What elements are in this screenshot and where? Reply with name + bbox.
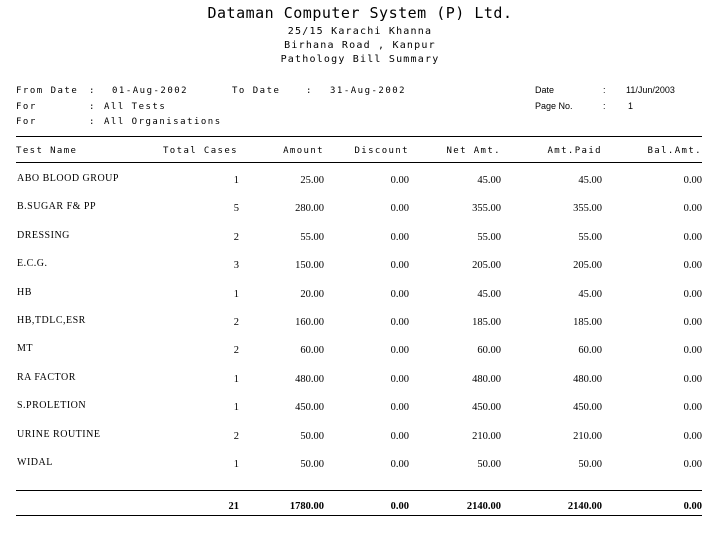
for-tests-colon: : [89, 102, 96, 112]
total-amount: 1780.00 [289, 501, 324, 512]
cell-bal-amt: 0.00 [683, 345, 702, 357]
cell-total-cases: 2 [233, 345, 239, 357]
cell-total-cases: 2 [233, 430, 239, 442]
divider-totals-top [16, 490, 702, 491]
cell-discount: 0.00 [390, 373, 409, 385]
table-row [0, 174, 720, 194]
cell-bal-amt: 0.00 [683, 430, 702, 442]
cell-test-name: E.C.G. [17, 258, 48, 270]
cell-amt-paid: 55.00 [578, 231, 602, 243]
cell-discount: 0.00 [390, 231, 409, 243]
cell-test-name: HB [17, 286, 32, 298]
cell-discount: 0.00 [390, 459, 409, 470]
cell-discount: 0.00 [390, 430, 409, 442]
to-date-label: To Date [232, 86, 281, 96]
total-amt-paid: 2140.00 [567, 501, 602, 512]
from-date-value: 01-Aug-2002 [112, 86, 189, 96]
table-row [0, 373, 720, 393]
date-value: 11/Jun/2003 [626, 85, 675, 95]
divider-top [16, 136, 702, 137]
cell-amt-paid: 210.00 [573, 430, 602, 442]
total-cases: 21 [228, 501, 239, 512]
cell-net-amt: 450.00 [472, 402, 501, 414]
table-row [0, 344, 720, 364]
cell-net-amt: 55.00 [477, 231, 501, 243]
totals-row [0, 501, 720, 521]
cell-discount: 0.00 [390, 345, 409, 357]
cell-test-name: ABO BLOOD GROUP [17, 173, 119, 184]
cell-test-name: S.PROLETION [17, 400, 87, 412]
for-tests-label: For [16, 102, 37, 112]
cell-net-amt: 185.00 [472, 317, 501, 328]
cell-discount: 0.00 [390, 402, 409, 414]
cell-net-amt: 205.00 [472, 260, 501, 272]
total-bal-amt: 0.00 [683, 501, 702, 512]
table-row [0, 288, 720, 308]
date-colon: : [603, 85, 606, 95]
page-no-value: 1 [628, 101, 634, 111]
cell-net-amt: 45.00 [477, 175, 501, 186]
cell-test-name: B.SUGAR F& PP [17, 201, 97, 213]
total-net-amt: 2140.00 [466, 501, 501, 512]
to-date-colon: : [306, 86, 313, 96]
page-no-colon: : [603, 101, 606, 111]
cell-amount: 50.00 [300, 459, 324, 470]
table-row [0, 259, 720, 279]
cell-total-cases: 1 [233, 402, 239, 414]
cell-amt-paid: 45.00 [578, 175, 602, 186]
cell-amt-paid: 60.00 [578, 345, 602, 357]
cell-net-amt: 50.00 [477, 459, 501, 470]
table-row [0, 430, 720, 450]
col-bal-amt: Bal.Amt. [647, 146, 702, 156]
col-net-amt: Net Amt. [446, 146, 501, 156]
cell-test-name: HB,TDLC,ESR [17, 315, 86, 326]
for-organisations-value: All Organisations [104, 117, 222, 127]
from-date-label: From Date [16, 86, 79, 96]
cell-net-amt: 355.00 [472, 203, 501, 215]
cell-total-cases: 2 [233, 317, 239, 328]
cell-test-name: RA FACTOR [17, 371, 76, 383]
table-row [0, 202, 720, 222]
cell-net-amt: 60.00 [477, 345, 501, 357]
cell-net-amt: 45.00 [477, 288, 501, 300]
cell-amount: 480.00 [295, 373, 324, 385]
cell-discount: 0.00 [390, 317, 409, 328]
col-amount: Amount [283, 146, 324, 156]
cell-total-cases: 1 [233, 373, 239, 385]
col-amt-paid: Amt.Paid [547, 146, 602, 156]
cell-discount: 0.00 [390, 175, 409, 186]
cell-test-name: MT [17, 343, 33, 355]
cell-total-cases: 2 [233, 231, 239, 243]
cell-amount: 160.00 [295, 317, 324, 328]
cell-amt-paid: 480.00 [573, 373, 602, 385]
table-row [0, 401, 720, 421]
cell-test-name: URINE ROUTINE [17, 428, 101, 440]
company-name: Dataman Computer System (P) Ltd. [207, 4, 513, 22]
cell-bal-amt: 0.00 [683, 231, 702, 243]
cell-amt-paid: 50.00 [578, 459, 602, 470]
cell-total-cases: 3 [233, 260, 239, 272]
cell-total-cases: 1 [233, 459, 239, 470]
divider-header [16, 162, 702, 163]
cell-amt-paid: 450.00 [573, 402, 602, 414]
cell-net-amt: 480.00 [472, 373, 501, 385]
cell-total-cases: 5 [233, 203, 239, 215]
cell-discount: 0.00 [390, 203, 409, 215]
address-line-1: 25/15 Karachi Khanna [287, 26, 433, 37]
cell-amount: 20.00 [300, 288, 324, 300]
cell-total-cases: 1 [233, 288, 239, 300]
cell-discount: 0.00 [390, 288, 409, 300]
for-tests-value: All Tests [104, 102, 167, 112]
table-row [0, 316, 720, 336]
cell-bal-amt: 0.00 [683, 317, 702, 328]
report-title: Pathology Bill Summary [280, 54, 440, 65]
cell-total-cases: 1 [233, 175, 239, 186]
page-no-label: Page No. [535, 101, 573, 111]
cell-net-amt: 210.00 [472, 430, 501, 442]
cell-bal-amt: 0.00 [683, 402, 702, 414]
col-test-name: Test Name [16, 146, 78, 156]
cell-amt-paid: 45.00 [578, 288, 602, 300]
cell-discount: 0.00 [390, 260, 409, 272]
cell-bal-amt: 0.00 [683, 373, 702, 385]
cell-amount: 25.00 [300, 175, 324, 186]
date-label: Date [535, 85, 555, 95]
cell-amount: 60.00 [300, 345, 324, 357]
cell-amount: 50.00 [300, 430, 324, 442]
cell-amount: 450.00 [295, 402, 324, 414]
to-date-value: 31-Aug-2002 [330, 86, 407, 96]
cell-amt-paid: 185.00 [573, 317, 602, 328]
total-discount: 0.00 [390, 501, 409, 512]
cell-bal-amt: 0.00 [683, 459, 702, 470]
cell-test-name: WIDAL [17, 457, 53, 468]
cell-amount: 280.00 [295, 203, 324, 215]
for-organisations-colon: : [89, 117, 96, 127]
cell-bal-amt: 0.00 [683, 288, 702, 300]
table-row [0, 458, 720, 478]
cell-amt-paid: 205.00 [573, 260, 602, 272]
col-total-cases: Total Cases [162, 146, 238, 156]
divider-bottom [16, 515, 702, 516]
cell-amount: 150.00 [295, 260, 324, 272]
cell-bal-amt: 0.00 [683, 260, 702, 272]
from-date-colon: : [89, 86, 96, 96]
cell-amount: 55.00 [300, 231, 324, 243]
address-line-2: Birhana Road , Kanpur [284, 40, 436, 51]
cell-test-name: DRESSING [17, 229, 70, 241]
col-discount: Discount [354, 146, 409, 156]
for-organisations-label: For [16, 117, 37, 127]
cell-bal-amt: 0.00 [683, 175, 702, 186]
cell-amt-paid: 355.00 [573, 203, 602, 215]
table-row [0, 231, 720, 251]
cell-bal-amt: 0.00 [683, 203, 702, 215]
